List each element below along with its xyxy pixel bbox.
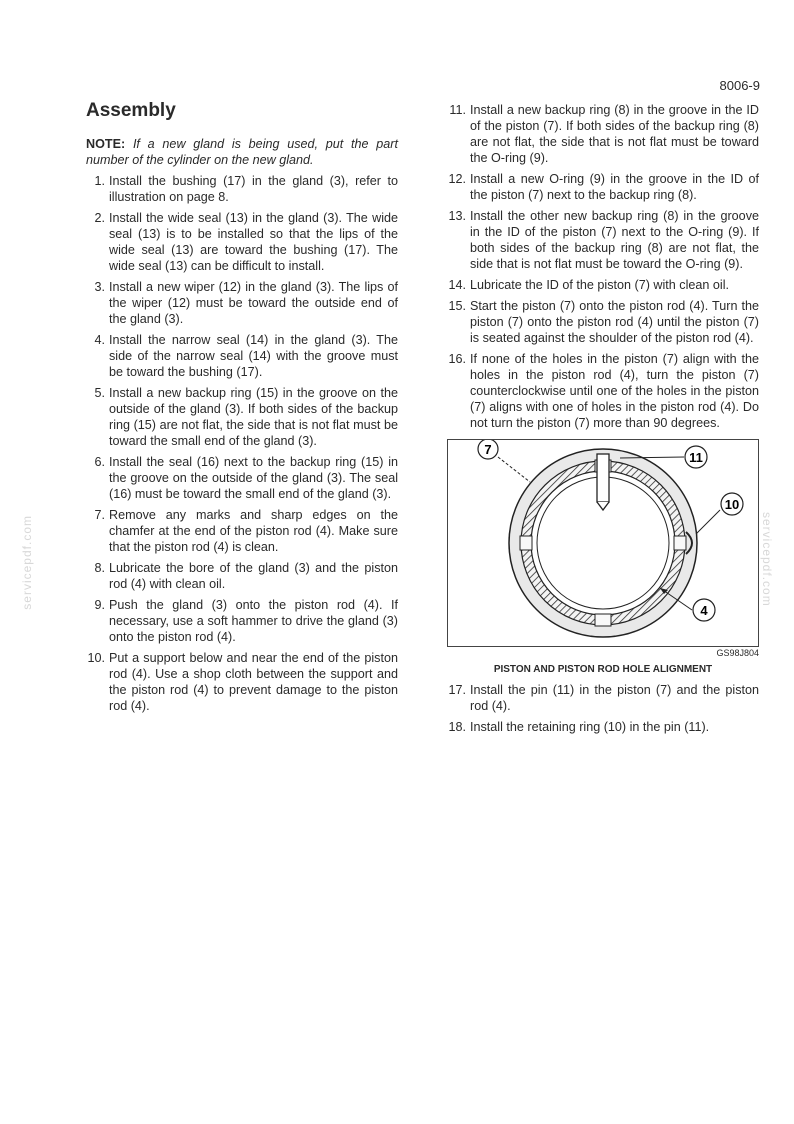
leader-7 [498, 457, 530, 482]
step-item [86, 560, 398, 592]
watermark-right: servicepdf.com [760, 512, 774, 607]
step-number: 18. [448, 720, 466, 734]
note-text: If a new gland is being used, put the part number of the cylinder on the new gland. [86, 137, 399, 167]
step-number: 7. [94, 508, 105, 522]
step-text: Install the pin (11) in the piston (7) and the piston rod (4). [470, 683, 759, 713]
watermark-left: servicepdf.com [20, 515, 34, 610]
step-item [86, 454, 398, 502]
step-item [447, 171, 759, 203]
step-item [86, 332, 398, 380]
step-number: 5. [94, 386, 105, 400]
step-text: Start the piston (7) onto the piston rod (4). Turn the piston (7) onto the piston rod (4) until the piston (7) is seated against the shoulder of the piston rod (4). [470, 299, 759, 345]
step-text: Install a new backup ring (15) in the groove on the outside of the gland (3). If both sides of the backup ring (15) are not flat, the side that is not flat must be toward the small end of the gland (3). [109, 386, 398, 448]
step-item [86, 507, 398, 555]
steps-list-right [447, 102, 759, 431]
step-text: Install the retaining ring (10) in the pin (11). [470, 720, 710, 734]
step-number: 8. [94, 561, 105, 575]
piston-diagram [448, 440, 758, 646]
step-item [447, 351, 759, 431]
step-item [86, 279, 398, 327]
step-text: Install the seal (16) next to the backup ring (15) in the groove on the outside of the gland (3). The seal (16) must be toward the small end of the gland (3). [109, 455, 398, 501]
section-heading: Assembly [86, 100, 176, 121]
step-number: 10. [87, 651, 105, 665]
step-item [86, 650, 398, 714]
callout-11 [685, 446, 707, 468]
right-column [447, 102, 759, 740]
hole-bottom [595, 614, 611, 626]
step-text: If none of the holes in the piston (7) align with the holes in the piston rod (4), turn the piston (7) counterclockwise until one of the holes in the piston (7) aligns with one of holes in the piston rod (4). Do not turn the piston (7) more than 90 degrees. [470, 352, 759, 430]
callout-7 [478, 440, 498, 459]
step-text: Install the other new backup ring (8) in the groove in the ID of the piston (7) next to the O-ring (9). If both sides of the backup ring (8) are not flat, the side that is not flat must be toward the O-ring (9). [470, 209, 759, 271]
svg-text:7: 7 [484, 442, 492, 457]
step-text: Push the gland (3) onto the piston rod (4). If necessary, use a soft hammer to drive the gland (3) onto the piston rod (4). [109, 598, 398, 644]
step-number: 3. [94, 280, 105, 294]
step-text: Install the bushing (17) in the gland (3), refer to illustration on page 8. [109, 174, 398, 204]
step-text: Install the narrow seal (14) in the gland (3). The side of the narrow seal (14) with the groove must be toward the bushing (17). [109, 333, 398, 379]
step-text: Lubricate the ID of the piston (7) with clean oil. [470, 278, 730, 292]
hole-left [520, 536, 532, 550]
step-item [447, 277, 759, 293]
step-text: Install a new wiper (12) in the gland (3). The lips of the wiper (12) must be toward the outside end of the gland (3). [109, 280, 398, 326]
step-item [86, 597, 398, 645]
callout-10 [721, 493, 743, 515]
step-number: 14. [448, 278, 466, 292]
step-item [447, 682, 759, 714]
step-item [447, 102, 759, 166]
step-number: 11. [449, 103, 466, 117]
step-number: 12. [448, 172, 466, 186]
left-column [86, 100, 398, 719]
svg-text:11: 11 [689, 450, 703, 465]
steps-list-after-figure [447, 682, 759, 735]
svg-text:4: 4 [700, 603, 708, 618]
page-number: 8006-9 [719, 78, 760, 93]
step-text: Install a new O-ring (9) in the groove in the ID of the piston (7) next to the backup ring (8). [470, 172, 759, 202]
step-text: Install the wide seal (13) in the gland (3). The wide seal (13) is to be installed so that the lips of the wide seal (13) are toward the bushing (17). The wide seal (13) can be difficult to install. [109, 211, 398, 273]
step-number: 2. [94, 211, 105, 225]
step-item [447, 208, 759, 272]
figure-code: GS98J804 [716, 648, 759, 658]
figure-caption: PISTON AND PISTON ROD HOLE ALIGNMENT [493, 664, 713, 675]
hole-right [674, 536, 686, 550]
step-number: 16. [448, 352, 466, 366]
step-number: 13. [448, 209, 466, 223]
step-number: 9. [94, 598, 105, 612]
piston-alignment-figure [447, 439, 759, 647]
step-item [86, 173, 398, 205]
step-text: Put a support below and near the end of the piston rod (4). Use a shop cloth between the support and the piston rod (4) to prevent damage to the piston rod (4). [109, 651, 398, 713]
step-item [86, 385, 398, 449]
step-text: Lubricate the bore of the gland (3) and the piston rod (4) with clean oil. [109, 561, 398, 591]
step-text: Remove any marks and sharp edges on the chamfer at the end of the piston rod (4). Make sure that the piston rod (4) is clean. [109, 508, 398, 554]
callout-4 [693, 599, 715, 621]
note [86, 136, 398, 168]
step-item [447, 298, 759, 346]
note-label: NOTE: [86, 137, 126, 151]
steps-list-left [86, 173, 398, 714]
svg-text:10: 10 [724, 497, 740, 512]
step-text: Install a new backup ring (8) in the groove in the ID of the piston (7). If both sides of the backup ring (8) are not flat, the side that is not flat must be toward the O-ring (9). [470, 103, 759, 165]
leader-10 [696, 510, 720, 534]
step-number: 1. [94, 174, 105, 188]
pin [597, 454, 609, 502]
step-number: 6. [94, 455, 105, 469]
step-item [86, 210, 398, 274]
step-number: 17. [448, 683, 466, 697]
step-number: 15. [448, 299, 466, 313]
step-number: 4. [94, 333, 105, 347]
step-item [447, 719, 759, 735]
